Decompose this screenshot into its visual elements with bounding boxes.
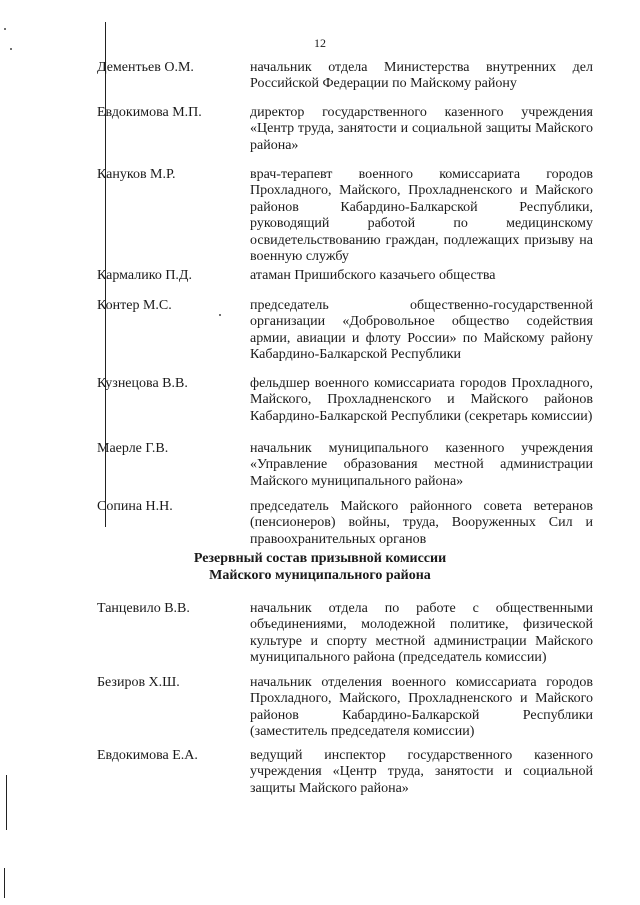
member-name: Евдокимова М.П. — [97, 105, 202, 120]
member-role: председатель общественно-государственной организации «Добровольное общество содействия армии, авиации и флоту России» по Майскому району Кабардино-Балкарской Республики — [250, 298, 593, 363]
member-name: Евдокимова Е.А. — [97, 748, 198, 763]
member-role: врач-терапевт военного комиссариата городов Прохладного, Майского, Прохладненского и Майского районов Кабардино-Балкарской Республики, руководящий работой по медицинскому освидетельствованию граждан, подлежащих призыву на военную службу — [250, 167, 593, 265]
member-role: фельдшер военного комиссариата городов Прохладного, Майского, Прохладненского и Майского районов Кабардино-Балкарской Республики (секретарь комиссии) — [250, 376, 593, 424]
reserve-section-heading — [0, 551, 640, 584]
member-role: начальник отделения военного комиссариата городов Прохладного, Майского, Прохладненского и Майского районов Кабардино-Балкарской Республики (заместитель председателя комиссии) — [250, 675, 593, 740]
member-name: Безиров Х.Ш. — [97, 675, 180, 690]
member-role: ведущий инспектор государственного казенного учреждения «Центр труда, занятости и социальной защиты Майского района» — [250, 748, 593, 796]
member-name: Сопина Н.Н. — [97, 499, 173, 514]
member-name: Маерле Г.В. — [97, 441, 169, 456]
scan-speck — [219, 314, 221, 316]
member-name: Дементьев О.М. — [97, 60, 194, 75]
page-number: 12 — [314, 36, 326, 50]
member-name: Кануков М.Р. — [97, 167, 176, 182]
member-role: начальник отдела по работе с общественными объединениями, молодежной политике, физической культуре и спорту местной администрации Майского муниципального района (председатель комиссии) — [250, 601, 593, 666]
member-role: председатель Майского районного совета ветеранов (пенсионеров) войны, труда, Вооруженных Сил и правоохранительных органов — [250, 499, 593, 547]
scan-margin-line-bottom — [4, 868, 5, 898]
member-name: Кузнецова В.В. — [97, 376, 188, 391]
member-role: начальник муниципального казенного учреждения «Управление образования местной администрации Майского муниципального района» — [250, 441, 593, 489]
member-role: директор государственного казенного учреждения «Центр труда, занятости и социальной защиты Майского района» — [250, 105, 593, 153]
member-role: начальник отдела Министерства внутренних дел Российской Федерации по Майскому району — [250, 60, 593, 92]
scan-margin-line-lower — [6, 775, 7, 830]
member-name: Контер М.С. — [97, 298, 172, 313]
reserve-heading-line2: Майского муниципального района — [209, 567, 431, 583]
member-role: атаман Пришибского казачьего общества — [250, 268, 496, 283]
member-name: Кармалико П.Д. — [97, 268, 192, 283]
reserve-heading-line1: Резервный состав призывной комиссии — [193, 551, 447, 566]
member-name: Танцевило В.В. — [97, 601, 190, 616]
scan-speck — [4, 28, 6, 30]
